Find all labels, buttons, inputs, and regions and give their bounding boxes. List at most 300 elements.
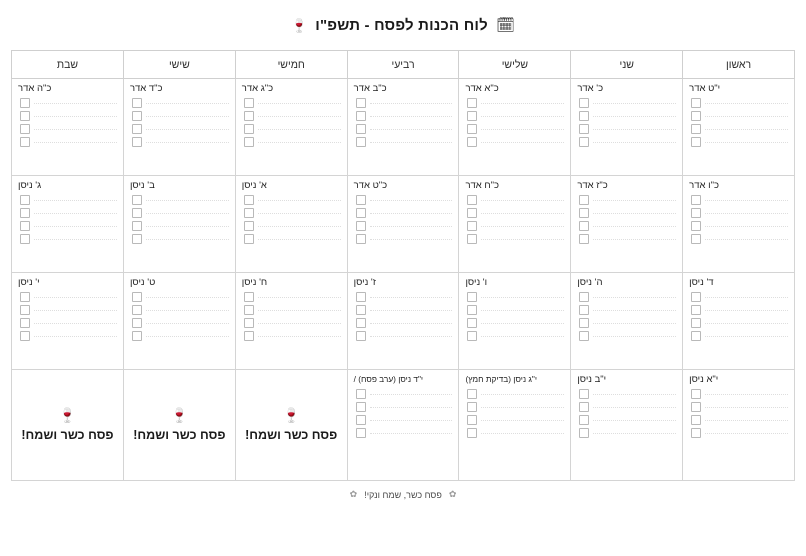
task-line — [258, 212, 341, 214]
day-cell — [571, 273, 683, 370]
day-cell — [459, 79, 571, 176]
task-checkbox[interactable] — [579, 208, 589, 218]
task-checkbox[interactable] — [467, 415, 477, 425]
task-line — [34, 335, 117, 337]
task-line — [481, 225, 564, 227]
task-checkbox[interactable] — [691, 111, 701, 121]
task-checkbox[interactable] — [132, 98, 142, 108]
task-row[interactable] — [467, 318, 564, 328]
task-line — [593, 406, 676, 408]
task-line — [34, 102, 117, 104]
task-checkbox[interactable] — [244, 98, 254, 108]
task-checkbox[interactable] — [356, 234, 366, 244]
calendar-week-row — [12, 370, 795, 481]
task-row[interactable] — [356, 292, 453, 302]
day-label: ד' ניסן — [689, 277, 714, 288]
task-line — [146, 141, 229, 143]
task-row[interactable] — [467, 195, 564, 205]
task-row[interactable] — [20, 292, 117, 302]
task-row[interactable] — [467, 305, 564, 315]
task-checkbox[interactable] — [20, 318, 30, 328]
task-checkbox[interactable] — [467, 195, 477, 205]
task-line — [481, 199, 564, 201]
task-row[interactable] — [132, 331, 229, 341]
task-row[interactable] — [467, 111, 564, 121]
task-row[interactable] — [691, 305, 788, 315]
task-line — [593, 225, 676, 227]
task-checkbox[interactable] — [691, 402, 701, 412]
task-line — [705, 115, 788, 117]
task-checkbox[interactable] — [20, 305, 30, 315]
task-row[interactable] — [132, 111, 229, 121]
task-row[interactable] — [579, 389, 676, 399]
task-row[interactable] — [356, 415, 453, 425]
task-line — [593, 335, 676, 337]
column-header-thursday: חמישי — [235, 51, 347, 79]
task-line — [34, 128, 117, 130]
task-line — [34, 212, 117, 214]
task-row[interactable] — [579, 428, 676, 438]
holiday-greeting: פסח כשר ושמח! — [21, 428, 114, 442]
task-checkbox[interactable] — [132, 137, 142, 147]
task-checkbox[interactable] — [691, 208, 701, 218]
task-checkbox[interactable] — [467, 208, 477, 218]
calendar-week-row — [12, 176, 795, 273]
day-label: י"ט אדר — [689, 83, 721, 94]
task-row[interactable] — [691, 402, 788, 412]
task-line — [146, 225, 229, 227]
task-row[interactable] — [467, 415, 564, 425]
day-label: י' ניסן — [18, 277, 40, 288]
task-list — [18, 195, 117, 244]
task-row[interactable] — [356, 234, 453, 244]
task-row[interactable] — [467, 402, 564, 412]
task-row[interactable] — [132, 221, 229, 231]
task-row[interactable] — [20, 305, 117, 315]
task-row[interactable] — [244, 111, 341, 121]
task-checkbox[interactable] — [467, 389, 477, 399]
task-row[interactable] — [579, 305, 676, 315]
task-line — [593, 309, 676, 311]
wine-glass-icon: 🍷 — [291, 17, 308, 33]
task-checkbox[interactable] — [20, 331, 30, 341]
task-line — [146, 199, 229, 201]
task-row[interactable] — [579, 292, 676, 302]
task-checkbox[interactable] — [579, 111, 589, 121]
task-row[interactable] — [467, 428, 564, 438]
page-title: לוח הכנות לפסח - תשפ"ו — [315, 16, 488, 34]
task-checkbox[interactable] — [356, 137, 366, 147]
task-checkbox[interactable] — [132, 124, 142, 134]
task-row[interactable] — [132, 98, 229, 108]
task-row[interactable] — [244, 234, 341, 244]
task-checkbox[interactable] — [244, 137, 254, 147]
task-row[interactable] — [356, 208, 453, 218]
task-row[interactable] — [579, 415, 676, 425]
task-row[interactable] — [132, 234, 229, 244]
task-checkbox[interactable] — [356, 208, 366, 218]
day-label: כ"ח אדר — [465, 180, 500, 191]
task-row[interactable] — [20, 331, 117, 341]
task-checkbox[interactable] — [579, 124, 589, 134]
task-checkbox[interactable] — [244, 292, 254, 302]
day-cell — [347, 176, 459, 273]
task-line — [705, 335, 788, 337]
task-row[interactable] — [691, 137, 788, 147]
task-checkbox[interactable] — [356, 305, 366, 315]
task-row[interactable] — [132, 124, 229, 134]
task-row[interactable] — [691, 428, 788, 438]
task-checkbox[interactable] — [467, 292, 477, 302]
day-cell — [347, 370, 459, 481]
task-row[interactable] — [467, 208, 564, 218]
task-checkbox[interactable] — [132, 234, 142, 244]
task-checkbox[interactable] — [20, 208, 30, 218]
task-checkbox[interactable] — [244, 234, 254, 244]
task-row[interactable] — [244, 98, 341, 108]
task-line — [370, 406, 453, 408]
task-checkbox[interactable] — [691, 124, 701, 134]
task-checkbox[interactable] — [132, 208, 142, 218]
task-checkbox[interactable] — [356, 331, 366, 341]
task-line — [370, 225, 453, 227]
task-row[interactable] — [356, 124, 453, 134]
task-row[interactable] — [356, 98, 453, 108]
task-list — [354, 389, 453, 438]
day-label: ה' ניסן — [577, 277, 603, 288]
task-row[interactable] — [20, 221, 117, 231]
task-checkbox[interactable] — [20, 292, 30, 302]
task-row[interactable] — [132, 305, 229, 315]
task-row[interactable] — [691, 124, 788, 134]
task-line — [258, 296, 341, 298]
task-row[interactable] — [579, 98, 676, 108]
task-checkbox[interactable] — [691, 98, 701, 108]
task-list — [465, 292, 564, 341]
task-checkbox[interactable] — [244, 221, 254, 231]
task-row[interactable] — [579, 234, 676, 244]
task-row[interactable] — [691, 208, 788, 218]
task-checkbox[interactable] — [691, 428, 701, 438]
task-checkbox[interactable] — [467, 331, 477, 341]
task-line — [481, 102, 564, 104]
task-checkbox[interactable] — [467, 98, 477, 108]
wine-glass-icon: 🍷 — [282, 407, 300, 423]
task-line — [481, 141, 564, 143]
day-label: י"ד ניסן (ערב פסח) / — [353, 374, 424, 384]
task-row[interactable] — [691, 98, 788, 108]
task-checkbox[interactable] — [467, 305, 477, 315]
task-row[interactable] — [356, 331, 453, 341]
task-row[interactable] — [467, 221, 564, 231]
task-checkbox[interactable] — [20, 195, 30, 205]
day-label: ו' ניסן — [465, 277, 488, 288]
task-checkbox[interactable] — [132, 305, 142, 315]
task-line — [258, 225, 341, 227]
task-row[interactable] — [691, 195, 788, 205]
task-row[interactable] — [244, 292, 341, 302]
task-checkbox[interactable] — [244, 124, 254, 134]
task-row[interactable] — [691, 234, 788, 244]
task-row[interactable] — [244, 221, 341, 231]
task-row[interactable] — [579, 318, 676, 328]
task-line — [34, 238, 117, 240]
task-row[interactable] — [356, 305, 453, 315]
day-cell — [12, 176, 124, 273]
task-checkbox[interactable] — [467, 137, 477, 147]
holiday-greeting: פסח כשר ושמח! — [245, 428, 338, 442]
task-checkbox[interactable] — [20, 111, 30, 121]
task-checkbox[interactable] — [691, 221, 701, 231]
task-row[interactable] — [467, 234, 564, 244]
task-line — [705, 393, 788, 395]
task-line — [258, 322, 341, 324]
task-row[interactable] — [244, 305, 341, 315]
task-checkbox[interactable] — [356, 221, 366, 231]
task-row[interactable] — [132, 292, 229, 302]
task-checkbox[interactable] — [356, 124, 366, 134]
task-checkbox[interactable] — [579, 389, 589, 399]
task-row[interactable] — [467, 331, 564, 341]
task-checkbox[interactable] — [467, 428, 477, 438]
day-cell — [683, 176, 795, 273]
task-checkbox[interactable] — [691, 389, 701, 399]
task-list — [577, 292, 676, 341]
task-checkbox[interactable] — [467, 124, 477, 134]
task-line — [370, 128, 453, 130]
task-list — [465, 98, 564, 147]
task-checkbox[interactable] — [579, 428, 589, 438]
task-checkbox[interactable] — [244, 111, 254, 121]
task-row[interactable] — [20, 195, 117, 205]
task-checkbox[interactable] — [132, 221, 142, 231]
task-row[interactable] — [356, 428, 453, 438]
sparkle-icon: ✿ — [448, 489, 457, 499]
task-row[interactable] — [132, 318, 229, 328]
task-row[interactable] — [691, 331, 788, 341]
task-row[interactable] — [579, 124, 676, 134]
task-list — [689, 292, 788, 341]
task-line — [370, 238, 453, 240]
footer — [0, 489, 806, 500]
task-checkbox[interactable] — [356, 389, 366, 399]
task-row[interactable] — [356, 318, 453, 328]
task-row[interactable] — [244, 124, 341, 134]
task-checkbox[interactable] — [691, 137, 701, 147]
task-row[interactable] — [467, 124, 564, 134]
task-line — [34, 199, 117, 201]
day-label: י"ב ניסן — [577, 374, 607, 385]
task-checkbox[interactable] — [356, 111, 366, 121]
task-row[interactable] — [691, 389, 788, 399]
day-label: כ"ב אדר — [353, 83, 387, 94]
task-list — [354, 292, 453, 341]
task-row[interactable] — [20, 98, 117, 108]
task-row[interactable] — [20, 111, 117, 121]
task-row[interactable] — [356, 137, 453, 147]
task-checkbox[interactable] — [579, 234, 589, 244]
day-cell — [683, 370, 795, 481]
task-row[interactable] — [20, 137, 117, 147]
wine-glass-icon: 🍷 — [58, 407, 77, 423]
task-row[interactable] — [244, 331, 341, 341]
task-checkbox[interactable] — [244, 305, 254, 315]
task-row[interactable] — [244, 195, 341, 205]
task-list — [354, 98, 453, 147]
day-cell — [12, 79, 124, 176]
holiday-cell — [123, 370, 235, 481]
task-row[interactable] — [356, 195, 453, 205]
task-checkbox[interactable] — [356, 318, 366, 328]
task-checkbox[interactable] — [579, 292, 589, 302]
task-row[interactable] — [356, 221, 453, 231]
task-row[interactable] — [579, 331, 676, 341]
task-row[interactable] — [691, 292, 788, 302]
task-row[interactable] — [691, 111, 788, 121]
task-checkbox[interactable] — [356, 428, 366, 438]
task-row[interactable] — [467, 292, 564, 302]
task-checkbox[interactable] — [579, 98, 589, 108]
task-checkbox[interactable] — [467, 234, 477, 244]
task-list — [130, 98, 229, 147]
task-row[interactable] — [132, 195, 229, 205]
task-line — [258, 335, 341, 337]
column-header-monday: שני — [571, 51, 683, 79]
task-checkbox[interactable] — [579, 221, 589, 231]
day-label: י"ג ניסן (בדיקת חמץ) — [465, 374, 538, 384]
task-row[interactable] — [244, 318, 341, 328]
task-row[interactable] — [356, 111, 453, 121]
task-row[interactable] — [579, 208, 676, 218]
task-line — [34, 309, 117, 311]
task-checkbox[interactable] — [691, 234, 701, 244]
task-checkbox[interactable] — [20, 137, 30, 147]
task-row[interactable] — [356, 402, 453, 412]
task-checkbox[interactable] — [691, 292, 701, 302]
task-checkbox[interactable] — [579, 331, 589, 341]
calendar-week-row — [12, 273, 795, 370]
task-checkbox[interactable] — [467, 318, 477, 328]
task-row[interactable] — [467, 389, 564, 399]
day-label: א' ניסן — [241, 180, 267, 191]
task-row[interactable] — [467, 137, 564, 147]
task-checkbox[interactable] — [20, 221, 30, 231]
task-row[interactable] — [20, 124, 117, 134]
task-checkbox[interactable] — [356, 98, 366, 108]
task-row[interactable] — [244, 137, 341, 147]
task-row[interactable] — [691, 415, 788, 425]
task-checkbox[interactable] — [244, 195, 254, 205]
calendar-icon: 🗓 — [495, 16, 515, 34]
wine-glass-icon: 🍷 — [170, 407, 189, 423]
calendar-header-row — [12, 51, 795, 79]
task-checkbox[interactable] — [132, 318, 142, 328]
task-line — [593, 199, 676, 201]
column-header-tuesday: שלישי — [459, 51, 571, 79]
task-line — [481, 322, 564, 324]
task-checkbox[interactable] — [132, 292, 142, 302]
task-checkbox[interactable] — [467, 111, 477, 121]
task-checkbox[interactable] — [691, 305, 701, 315]
task-line — [370, 102, 453, 104]
task-checkbox[interactable] — [579, 318, 589, 328]
task-line — [370, 296, 453, 298]
task-row[interactable] — [132, 137, 229, 147]
task-row[interactable] — [20, 208, 117, 218]
task-row[interactable] — [579, 137, 676, 147]
task-line — [370, 419, 453, 421]
task-checkbox[interactable] — [20, 124, 30, 134]
day-cell — [123, 273, 235, 370]
task-checkbox[interactable] — [132, 195, 142, 205]
day-label: כ' אדר — [577, 83, 604, 94]
task-row[interactable] — [579, 221, 676, 231]
task-checkbox[interactable] — [356, 415, 366, 425]
task-row[interactable] — [579, 402, 676, 412]
task-checkbox[interactable] — [579, 402, 589, 412]
task-line — [705, 128, 788, 130]
task-checkbox[interactable] — [132, 111, 142, 121]
task-row[interactable] — [132, 208, 229, 218]
task-row[interactable] — [579, 195, 676, 205]
task-list — [689, 195, 788, 244]
task-line — [34, 115, 117, 117]
day-cell — [683, 79, 795, 176]
task-row[interactable] — [579, 111, 676, 121]
task-line — [705, 322, 788, 324]
page-title-bar — [0, 0, 806, 50]
task-row[interactable] — [467, 98, 564, 108]
task-checkbox[interactable] — [244, 331, 254, 341]
task-checkbox[interactable] — [691, 331, 701, 341]
task-checkbox[interactable] — [356, 292, 366, 302]
task-line — [593, 212, 676, 214]
task-checkbox[interactable] — [244, 208, 254, 218]
task-row[interactable] — [691, 221, 788, 231]
task-checkbox[interactable] — [20, 234, 30, 244]
task-list — [465, 195, 564, 244]
day-cell — [571, 370, 683, 481]
task-row[interactable] — [20, 234, 117, 244]
task-list — [242, 195, 341, 244]
task-checkbox[interactable] — [20, 98, 30, 108]
task-checkbox[interactable] — [356, 402, 366, 412]
task-checkbox[interactable] — [467, 221, 477, 231]
task-row[interactable] — [356, 389, 453, 399]
task-checkbox[interactable] — [691, 318, 701, 328]
day-cell — [459, 370, 571, 481]
task-line — [593, 141, 676, 143]
day-label: כ"א אדר — [465, 83, 499, 94]
task-checkbox[interactable] — [579, 415, 589, 425]
task-checkbox[interactable] — [691, 195, 701, 205]
task-checkbox[interactable] — [579, 305, 589, 315]
task-line — [258, 309, 341, 311]
task-checkbox[interactable] — [579, 137, 589, 147]
task-checkbox[interactable] — [356, 195, 366, 205]
task-checkbox[interactable] — [467, 402, 477, 412]
day-cell — [459, 176, 571, 273]
task-row[interactable] — [691, 318, 788, 328]
task-row[interactable] — [244, 208, 341, 218]
task-checkbox[interactable] — [691, 415, 701, 425]
task-checkbox[interactable] — [244, 318, 254, 328]
task-list — [242, 292, 341, 341]
task-checkbox[interactable] — [132, 331, 142, 341]
task-checkbox[interactable] — [579, 195, 589, 205]
task-line — [146, 212, 229, 214]
task-row[interactable] — [20, 318, 117, 328]
